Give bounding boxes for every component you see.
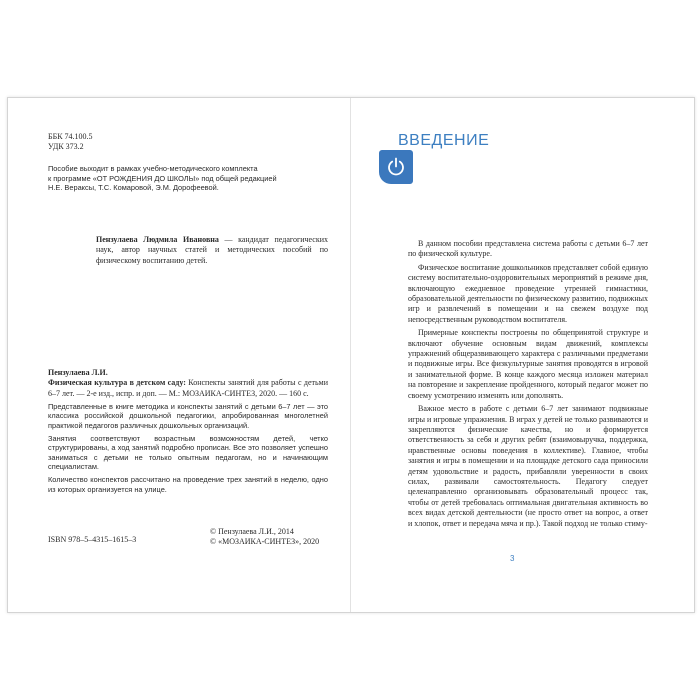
bbk-code: ББК 74.100.5 bbox=[48, 132, 93, 141]
book-details: Конспекты занятий для работы с детьми 6–7 лет. — 2-е изд., испр. и доп. — М.: МОЗАИКА-СИНТЕЗ, 2020. — 160 с. bbox=[48, 378, 328, 398]
book-citation bbox=[48, 378, 328, 399]
author-short: Пензулаева Л.И. bbox=[48, 368, 108, 377]
series-line: к программе «ОТ РОЖДЕНИЯ ДО ШКОЛЫ» под общей редакцией bbox=[48, 173, 277, 183]
annotation-paragraph: Занятия соответствуют возрастным возможностям детей, четко структурированы, а ход занятий подробно прописан. Все это позволяет успешно заниматься с детьми не только опытным педагогам, но и начинающим специалистам. bbox=[48, 433, 328, 472]
power-icon bbox=[387, 157, 405, 177]
annotation-paragraph: Представленные в книге методика и конспекты занятий с детьми 6–7 лет — это классика российской дошкольной педагогики, апробированная многолетней практикой педагогов различных дошкольных организаций. bbox=[48, 401, 328, 431]
chapter-heading: ВВЕДЕНИЕ bbox=[398, 132, 490, 149]
intro-paragraph: В данном пособии представлена система работы с детьми 6–7 лет по физической культуре. bbox=[408, 239, 648, 259]
page-number: 3 bbox=[510, 554, 515, 563]
copyright-block bbox=[210, 527, 319, 548]
intro-paragraph: Физическое воспитание дошкольников представляет собой единую систему воспитательно-оздоровительных мероприятий в режиме дня, включающую ежедневное проведение утренней гимнастики, образовательной деятельности по физическому развитию, подвижных игр и развлечений в помещении и на свежем воздухе под непосредственным руководством воспитателя. bbox=[408, 262, 648, 324]
intro-paragraph: Примерные конспекты построены по общепринятой структуре и включают обучение основным видам движений, комплексы упражнений общеразвивающего характера с различными предметами и подвижные игры. Все физкультурные занятия проводятся в игровой и занимательной форме. В конце каждого месяца изложен материал на повторение и закрепление пройденного, который педагог может по своему усмотрению изменять или дополнять. bbox=[408, 328, 648, 400]
udk-code: УДК 373.2 bbox=[48, 142, 84, 152]
intro-paragraph: Важное место в работе с детьми 6–7 лет занимают подвижные игры и игровые упражнения. В играх у детей не только развиваются и закрепляются физические качества, но и формируется ответственность за себя и других ребят (взаимовыручка, поддержка, нравственные основы поведения в коллективе). Главное, чтобы занятия и игры в помещении и на площадке детского сада приносили детям удовольствие и радость, прибавляли уверенности в своих силах, развивали самостоятельность. Педагогу следует целенаправленно организовывать образовательный процесс так, чтобы от детей требовалась оптимальная двигательная активность во всех видах детской деятельности (не просто ответ на вопрос, а ответ и хлопок, ответ и передача мяча и пр.). Такой подход не только стиму- bbox=[408, 404, 648, 528]
book-title: Физическая культура в детском саду: bbox=[48, 378, 186, 388]
author-name: Пензулаева Людмила Ивановна bbox=[96, 235, 219, 244]
classification-codes bbox=[48, 132, 93, 153]
right-page bbox=[351, 98, 694, 612]
series-note bbox=[48, 164, 318, 193]
series-line: Пособие выходит в рамках учебно-методического комплекта bbox=[48, 164, 258, 173]
author-info bbox=[96, 235, 328, 266]
book-spread bbox=[7, 97, 695, 613]
copyright-line: © Пензулаева Л.И., 2014 bbox=[210, 527, 294, 536]
intro-text bbox=[408, 239, 648, 529]
isbn: ISBN 978–5–4315–1615–3 bbox=[48, 535, 137, 544]
annotation-paragraph: Количество конспектов рассчитано на проведение трех занятий в неделю, одно из которых организуется на улице. bbox=[48, 475, 328, 494]
author-description: — кандидат педагогических наук, автор научных статей и методических пособий по физическому воспитанию детей. bbox=[96, 235, 328, 265]
series-line: Н.Е. Вераксы, Т.С. Комаровой, Э.М. Дорофеевой. bbox=[48, 183, 219, 193]
copyright-line: © «МОЗАИКА-СИНТЕЗ», 2020 bbox=[210, 537, 320, 547]
book-record bbox=[48, 368, 328, 494]
left-page bbox=[8, 98, 350, 612]
chapter-icon-box bbox=[379, 150, 413, 184]
